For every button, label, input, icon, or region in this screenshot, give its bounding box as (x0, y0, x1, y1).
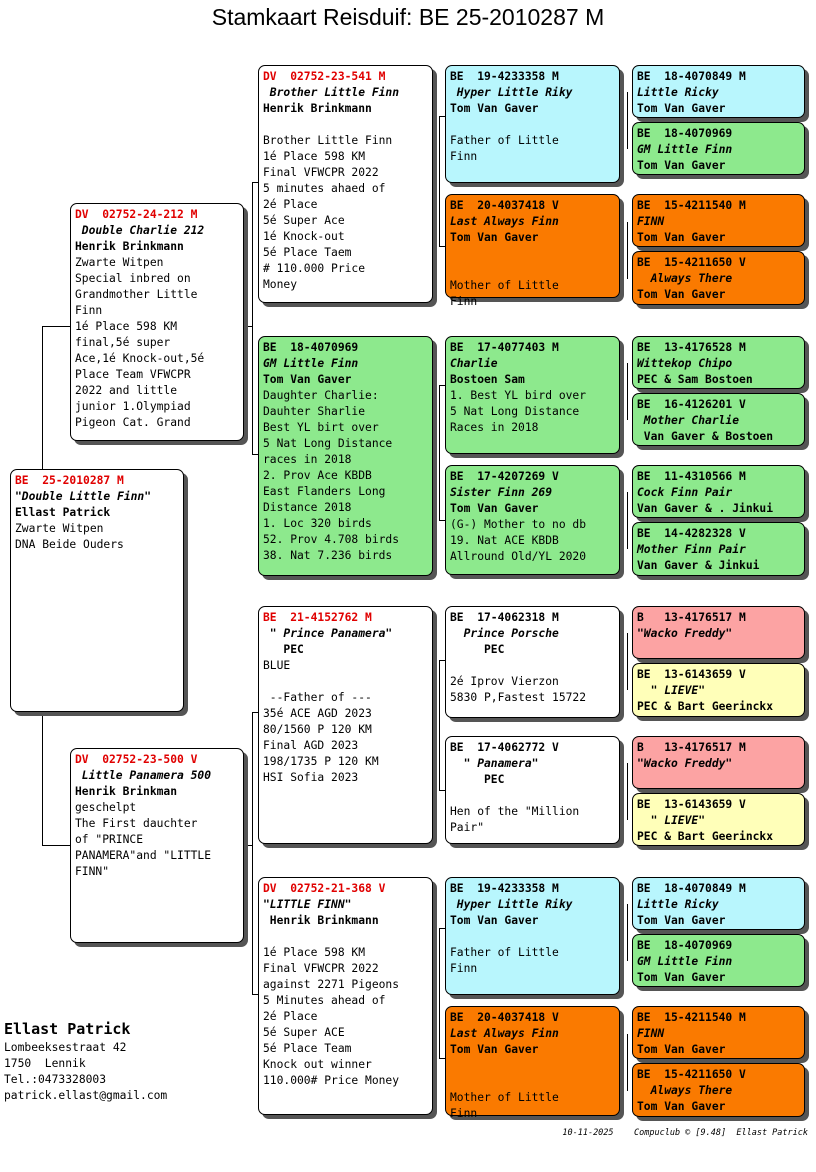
breeder: Tom Van Gaver (637, 102, 726, 115)
ring-number: B 13-4176517 M (637, 611, 746, 624)
connector (627, 904, 628, 961)
ring-number: BE 18-4070969 (637, 127, 733, 140)
breeder: PEC & Sam Bostoen (637, 373, 753, 386)
pigeon-card-g4[interactable] (632, 251, 805, 305)
ring-number: BE 19-4233358 M (450, 882, 559, 895)
info-line: Final VFWCPR 2022 (263, 962, 379, 975)
info-line (450, 246, 615, 262)
connector (439, 660, 440, 790)
info-line: 5 minutes ahaed of (263, 182, 386, 195)
breeder: Tom Van Gaver (637, 1043, 726, 1056)
owner-phone: Tel.:0473328003 (4, 1073, 107, 1086)
info-line: 110.000# Price Money (263, 1074, 400, 1087)
pigeon-name: Prince Porsche (450, 627, 559, 640)
pigeon-name: GM Little Finn (637, 955, 733, 968)
ring-number: BE 17-4207269 V (450, 470, 559, 483)
info-line (263, 117, 428, 133)
info-line: The First dauchter (75, 817, 198, 830)
pigeon-card-dds[interactable] (445, 877, 620, 995)
info-line: Hen of the "Million (450, 805, 580, 818)
owner-email[interactable]: patrick.ellast@gmail.com (4, 1089, 168, 1102)
info-line: 5é Place Team (263, 1042, 352, 1055)
pigeon-name: " LIEVE" (637, 814, 706, 827)
breeder: Tom Van Gaver (263, 373, 352, 386)
pigeon-name: Hyper Little Riky (450, 898, 573, 911)
info-line: 5 Minutes ahead of (263, 994, 386, 1007)
breeder: PEC & Bart Geerinckx (637, 700, 774, 713)
info-line: 5830 P,Fastest 15722 (450, 691, 587, 704)
ring-number: BE 13-6143659 V (637, 668, 746, 681)
info-line: junior 1.Olympiad (75, 400, 191, 413)
pigeon-name: Always There (637, 272, 733, 285)
pigeon-name: Mother Finn Pair (637, 543, 746, 556)
pigeon-card-g16[interactable] (632, 1063, 805, 1117)
info-line: 1é Knock-out (263, 230, 345, 243)
info-line: HSI Sofia 2023 (263, 771, 359, 784)
connector (252, 182, 253, 454)
info-line: East Flanders Long (263, 485, 386, 498)
info-line: Dauhter Sharlie (263, 405, 366, 418)
info-line (450, 1074, 615, 1090)
breeder: Tom Van Gaver (637, 231, 726, 244)
info-line: Mother of Little (450, 279, 559, 292)
footer-credit: 10-11-2025 Compuclub © [9.48] Ellast Patrick (562, 1128, 808, 1138)
pigeon-name: Hyper Little Riky (450, 86, 573, 99)
ring-number: BE 17-4062318 M (450, 611, 559, 624)
pigeon-name: Brother Little Finn (263, 86, 400, 99)
info-line: Money (263, 278, 298, 291)
info-line: Pair" (450, 821, 485, 834)
info-line: FINN" (75, 865, 110, 878)
connector (42, 326, 70, 327)
info-line: Best YL birt over (263, 421, 379, 434)
pigeon-card-dam-sire[interactable] (258, 606, 433, 844)
pigeon-card-g2[interactable] (632, 122, 805, 175)
ring-number: BE 19-4233358 M (450, 70, 559, 83)
pigeon-card-g15[interactable] (632, 1006, 805, 1059)
ring-number: BE 18-4070849 M (637, 882, 746, 895)
pigeon-name: Cock Finn Pair (637, 486, 733, 499)
pigeon-name: Little Ricky (637, 898, 719, 911)
pigeon-card-g14[interactable] (632, 934, 805, 987)
pigeon-card-g1[interactable] (632, 65, 805, 118)
pigeon-card-dsd[interactable] (445, 736, 620, 844)
info-line: Finn (450, 150, 478, 163)
info-line: Distance 2018 (263, 501, 352, 514)
info-line: 52. Prov 4.708 birds (263, 533, 400, 546)
ring-number: DV 02752-23-500 V (75, 753, 198, 766)
pigeon-card-g11[interactable] (632, 736, 805, 789)
info-line: 19. Nat ACE KBDB (450, 534, 559, 547)
connector (252, 712, 253, 994)
info-line (450, 788, 615, 804)
info-line: 1. Loc 320 birds (263, 517, 372, 530)
info-line: Mother of Little (450, 1091, 559, 1104)
info-line: 198/1735 P 120 KM (263, 755, 379, 768)
info-line: 2é Place (263, 1010, 318, 1023)
info-line: BLUE (263, 659, 291, 672)
pigeon-card-sss[interactable] (445, 65, 620, 183)
ring-number: BE 20-4037418 V (450, 199, 559, 212)
info-line: Grandmother Little (75, 288, 198, 301)
info-line: 5 Nat Long Distance (263, 437, 393, 450)
breeder: Henrik Brinkmann (263, 102, 372, 115)
info-line: 5 Nat Long Distance (450, 405, 580, 418)
info-line: DNA Beide Ouders (15, 538, 124, 551)
pigeon-card-ssd[interactable] (445, 194, 620, 308)
ring-number: BE 18-4070969 (637, 939, 733, 952)
owner-street: Lombeeksestraat 42 (4, 1041, 127, 1054)
info-line: 2022 and little (75, 384, 178, 397)
pigeon-card-g10[interactable] (632, 663, 805, 717)
pigeon-name: Wittekop Chipo (637, 357, 733, 370)
connector (627, 1034, 628, 1091)
connector (42, 326, 43, 469)
connector (627, 92, 628, 149)
ring-number: B 13-4176517 M (637, 741, 746, 754)
breeder: Henrik Brinkman (75, 785, 178, 798)
info-line: Races in 2018 (450, 421, 539, 434)
info-line: 2é Iprov Vierzon (450, 675, 559, 688)
info-line: Ace,1é Knock-out,5é (75, 352, 205, 365)
info-line: --Father of --- (263, 691, 372, 704)
info-line: 1é Place 598 KM (75, 320, 178, 333)
info-line: 38. Nat 7.236 birds (263, 549, 393, 562)
breeder: Tom Van Gaver (637, 1100, 726, 1113)
pigeon-card-dss[interactable] (445, 606, 620, 718)
ring-number: BE 15-4211650 V (637, 1068, 746, 1081)
pigeon-name: " Prince Panamera" (263, 627, 393, 640)
ring-number: DV 02752-23-541 M (263, 70, 386, 83)
info-line: against 2271 Pigeons (263, 978, 400, 991)
ring-number: BE 11-4310566 M (637, 470, 746, 483)
pigeon-name: Sister Finn 269 (450, 486, 553, 499)
breeder: Tom Van Gaver (450, 1043, 539, 1056)
pigeon-name: "Wacko Freddy" (637, 627, 733, 640)
ring-number: DV 02752-24-212 M (75, 208, 198, 221)
ring-number: BE 13-6143659 V (637, 798, 746, 811)
page-title: Stamkaart Reisduif: BE 25-2010287 M (211, 4, 605, 30)
breeder: Van Gaver & Bostoen (637, 430, 774, 443)
pigeon-card-sire-sire[interactable] (258, 65, 433, 303)
connector (439, 116, 440, 246)
pigeon-card-dam-dam[interactable] (258, 877, 433, 1115)
pigeon-name: "Wacko Freddy" (637, 757, 733, 770)
pigeon-name: Last Always Finn (450, 215, 559, 228)
pigeon-card-g6[interactable] (632, 393, 805, 446)
info-line: Finn (450, 295, 478, 308)
connector (627, 222, 628, 279)
ring-number: BE 18-4070849 M (637, 70, 746, 83)
connector (627, 363, 628, 420)
breeder: Tom Van Gaver (637, 971, 726, 984)
info-line: Finn (450, 1107, 478, 1120)
info-line: Special inbred on (75, 272, 191, 285)
connector (244, 326, 252, 327)
breeder: Henrik Brinkmann (263, 914, 379, 927)
info-line: of "PRINCE (75, 833, 144, 846)
pigeon-card-dam[interactable] (70, 748, 244, 943)
connector (244, 845, 252, 846)
ring-number: DV 02752-21-368 V (263, 882, 386, 895)
breeder: Tom Van Gaver (450, 231, 539, 244)
info-line: Final VFWCPR 2022 (263, 166, 379, 179)
pigeon-name: " Panamera" (450, 757, 539, 770)
info-line: Allround Old/YL 2020 (450, 550, 587, 563)
pigeon-card-sire[interactable] (70, 203, 244, 441)
ring-number: BE 13-4176528 M (637, 341, 746, 354)
info-line: 5é Place Taem (263, 246, 352, 259)
info-line: 35é ACE AGD 2023 (263, 707, 372, 720)
pigeon-card-ddd[interactable] (445, 1006, 620, 1120)
owner-city: 1750 Lennik (4, 1057, 86, 1070)
info-line: races in 2018 (263, 453, 352, 466)
info-line (263, 929, 428, 945)
connector (42, 712, 43, 845)
info-line (450, 929, 615, 945)
info-line: 1. Best YL bird over (450, 389, 587, 402)
ring-number: BE 15-4211650 V (637, 256, 746, 269)
info-line (450, 117, 615, 133)
connector (627, 633, 628, 690)
ring-number: BE 20-4037418 V (450, 1011, 559, 1024)
ring-number: BE 18-4070969 (263, 341, 359, 354)
breeder: Tom Van Gaver (637, 914, 726, 927)
info-line (263, 674, 428, 690)
ring-number: BE 15-4211540 M (637, 199, 746, 212)
connector (42, 845, 70, 846)
info-line: Final AGD 2023 (263, 739, 359, 752)
breeder: Bostoen Sam (450, 373, 525, 386)
info-line: 5é Super ACE (263, 1026, 345, 1039)
breeder: Tom Van Gaver (637, 288, 726, 301)
info-line: Pigeon Cat. Grand (75, 416, 191, 429)
pigeon-card-g13[interactable] (632, 877, 805, 930)
pigeon-name: Double Charlie 212 (75, 224, 205, 237)
breeder: Tom Van Gaver (450, 102, 539, 115)
info-line: 2é Place (263, 198, 318, 211)
pigeon-name: " LIEVE" (637, 684, 706, 697)
pigeon-name: Always There (637, 1084, 733, 1097)
info-line: 80/1560 P 120 KM (263, 723, 372, 736)
breeder: Henrik Brinkmann (75, 240, 184, 253)
pigeon-name: Last Always Finn (450, 1027, 559, 1040)
info-line: Knock out winner (263, 1058, 372, 1071)
breeder: PEC (450, 773, 505, 786)
ring-number: BE 15-4211540 M (637, 1011, 746, 1024)
pigeon-card-root[interactable] (10, 469, 184, 712)
info-line: Place Team VFWCPR (75, 368, 191, 381)
pigeon-name: GM Little Finn (263, 357, 359, 370)
connector (439, 385, 440, 520)
info-line: Zwarte Witpen (75, 256, 164, 269)
info-line: # 110.000 Price (263, 262, 366, 275)
breeder: PEC (450, 643, 505, 656)
owner-info (4, 1018, 167, 1104)
info-line: Brother Little Finn (263, 134, 393, 147)
pigeon-card-g8[interactable] (632, 522, 805, 576)
info-line (450, 1058, 615, 1074)
pigeon-name: FINN (637, 215, 665, 228)
info-line: final,5é super (75, 336, 171, 349)
ring-number: BE 16-4126201 V (637, 398, 746, 411)
breeder: Ellast Patrick (15, 506, 111, 519)
pigeon-card-g12[interactable] (632, 793, 805, 846)
breeder: Van Gaver & . Jinkui (637, 502, 774, 515)
info-line: PANAMERA"and "LITTLE (75, 849, 212, 862)
pigeon-name: Charlie (450, 357, 498, 370)
ring-number: BE 17-4077403 M (450, 341, 559, 354)
pigeon-name: Little Ricky (637, 86, 719, 99)
breeder: PEC (263, 643, 304, 656)
ring-number: BE 21-4152762 M (263, 611, 372, 624)
info-line: 1é Place 598 KM (263, 946, 366, 959)
info-line: 5é Super Ace (263, 214, 345, 227)
connector (627, 763, 628, 820)
pigeon-card-g7[interactable] (632, 465, 805, 518)
ring-number: BE 17-4062772 V (450, 741, 559, 754)
info-line: 2. Prov Ace KBDB (263, 469, 372, 482)
info-line (450, 658, 615, 674)
pigeon-name: "LITTLE FINN" (263, 898, 352, 911)
ring-number: BE 25-2010287 M (15, 474, 124, 487)
pigeon-card-sire-dam[interactable] (258, 336, 433, 576)
pigeon-card-sds[interactable] (445, 336, 620, 454)
pigeon-name: "Double Little Finn" (15, 490, 152, 503)
pigeon-card-g9[interactable] (632, 606, 805, 659)
pigeon-card-sdd[interactable] (445, 465, 620, 575)
info-line: (G-) Mother to no db (450, 518, 587, 531)
breeder: PEC & Bart Geerinckx (637, 830, 774, 843)
info-line (450, 262, 615, 278)
pigeon-name: FINN (637, 1027, 665, 1040)
breeder: Van Gaver & Jinkui (637, 559, 760, 572)
info-line: Father of Little (450, 134, 559, 147)
pigeon-name: GM Little Finn (637, 143, 733, 156)
pigeon-card-g5[interactable] (632, 336, 805, 389)
pigeon-name: Mother Charlie (637, 414, 740, 427)
connector (627, 492, 628, 549)
breeder: Tom Van Gaver (637, 159, 726, 172)
breeder: Tom Van Gaver (450, 914, 539, 927)
pigeon-card-g3[interactable] (632, 194, 805, 247)
pigeon-name: Little Panamera 500 (75, 769, 212, 782)
info-line: Father of Little (450, 946, 559, 959)
info-line: Daughter Charlie: (263, 389, 379, 402)
info-line: 1é Place 598 KM (263, 150, 366, 163)
info-line: Finn (75, 304, 103, 317)
breeder: Tom Van Gaver (450, 502, 539, 515)
info-line: Zwarte Witpen (15, 522, 104, 535)
info-line: geschelpt (75, 801, 137, 814)
info-line: Finn (450, 962, 478, 975)
ring-number: BE 14-4282328 V (637, 527, 746, 540)
connector (439, 928, 440, 1058)
owner-name: Ellast Patrick (4, 1020, 131, 1038)
